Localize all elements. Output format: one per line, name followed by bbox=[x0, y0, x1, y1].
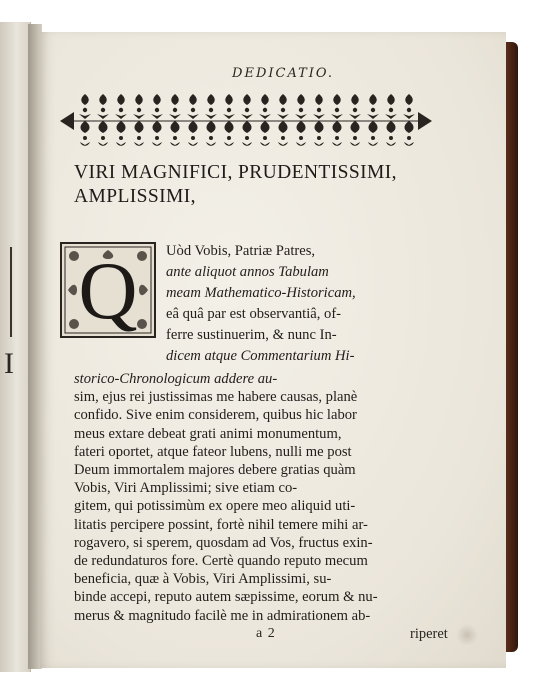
body-line: Deum immortalem majores debere gratias quàm bbox=[74, 462, 356, 478]
catchword: riperet bbox=[410, 626, 448, 642]
body-line: storico-Chronologicum addere au- bbox=[74, 371, 278, 387]
running-head: DEDICATIO. bbox=[232, 66, 334, 81]
body-line: confido. Sive enim considerem, quibus hic labor bbox=[74, 407, 357, 424]
body-line: merus & magnitudo facilè me in admirationem ab- bbox=[74, 607, 371, 624]
left-page-fragment: I bbox=[4, 347, 14, 380]
body-line: ferre sustinuerim, & nunc In- bbox=[166, 327, 337, 343]
left-page-bracket bbox=[0, 247, 12, 337]
title-line-2: AMPLISSIMI, bbox=[74, 186, 196, 207]
body-line: Vobis, Viri Amplissimi; sive etiam co- bbox=[74, 480, 298, 497]
body-line: gitem, qui potissimùm ex opere meo aliquid uti- bbox=[74, 498, 356, 515]
body-line: ante aliquot annos Tabulam bbox=[166, 264, 329, 280]
body-line: rogavero, si sperem, quosdam ad Vos, fructus exin- bbox=[74, 534, 373, 551]
left-page bbox=[0, 22, 31, 672]
signature-mark: a 2 bbox=[256, 626, 276, 641]
title-line-1: VIRI MAGNIFICI, PRUDENTISSIMI, bbox=[74, 162, 397, 183]
body-line: sim, ejus rei justissimas me habere causas, planè bbox=[74, 389, 358, 406]
body-line: eâ quâ par est observantiâ, of- bbox=[166, 306, 342, 322]
body-line: meus extare debeat grati animi monumentum, bbox=[74, 425, 342, 442]
paper-stain bbox=[456, 624, 478, 646]
body-line: de redundaturos fore. Certè quando reputo mecum bbox=[74, 553, 368, 569]
body-line: fateri oportet, atque fateor lubens, nulli me post bbox=[74, 443, 352, 460]
decorated-initial bbox=[60, 242, 156, 338]
ornament-band bbox=[60, 92, 432, 150]
right-page bbox=[40, 32, 506, 668]
body-line: litatis percipere possint, fortè nihil temere mihi ar- bbox=[74, 516, 368, 533]
body-line: meam Mathematico-Historicam, bbox=[166, 285, 356, 301]
body-line: dicem atque Commentarium Hi- bbox=[166, 348, 355, 364]
body-line: Uòd Vobis, Patriæ Patres, bbox=[166, 243, 316, 259]
body-line: beneficia, quæ à Vobis, Viri Amplissimi, su- bbox=[74, 571, 332, 588]
drop-cap-letter: Q bbox=[78, 245, 138, 336]
body-line: binde accepi, reputo autem sæpissime, eorum & nu- bbox=[74, 589, 378, 606]
